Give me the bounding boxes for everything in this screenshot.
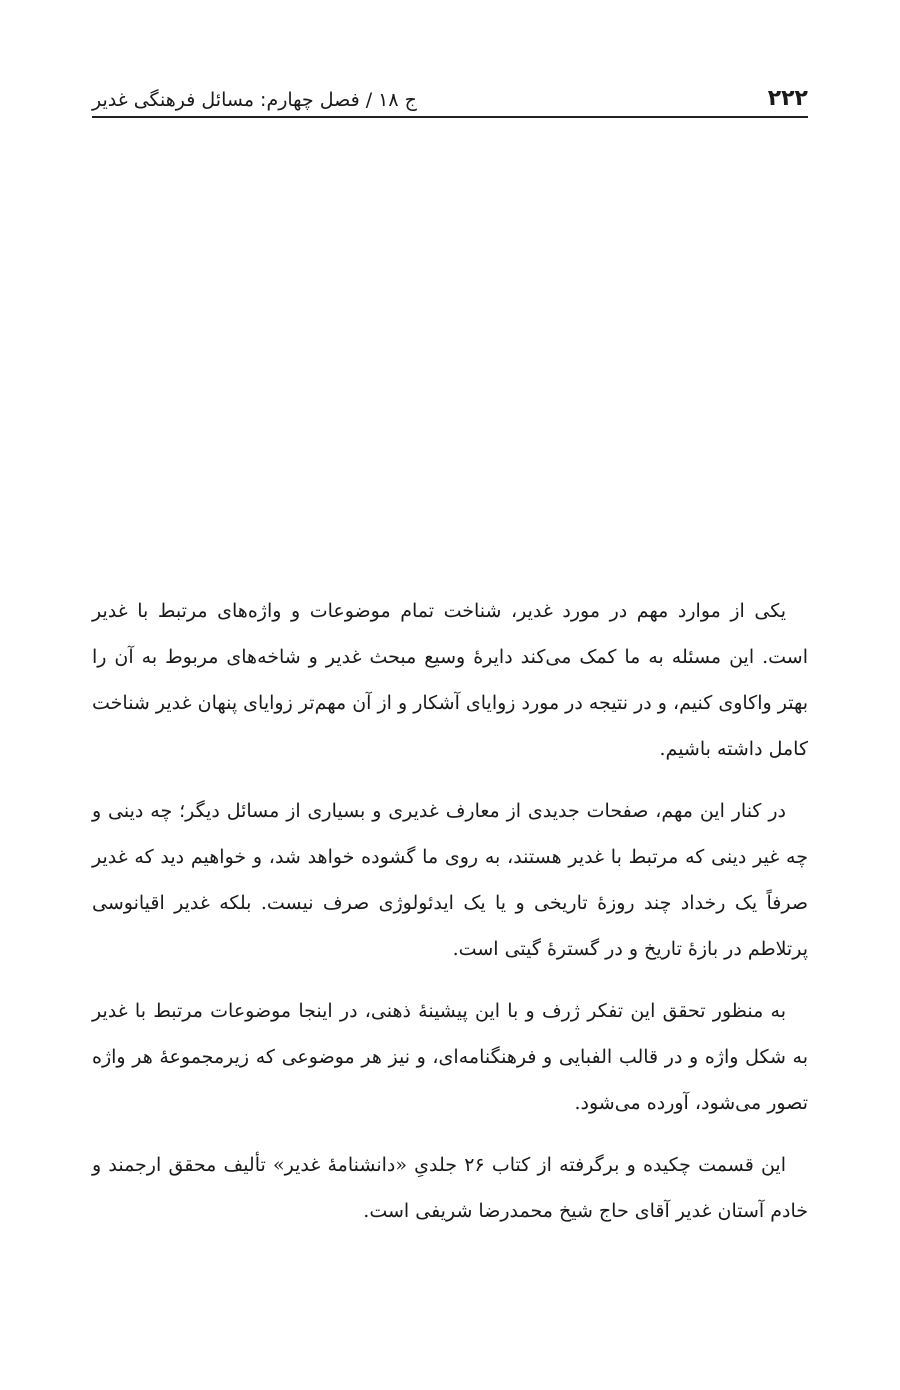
paragraph: در کنار این مهم، صفحات جدیدی از معارف غدیری و بسیاری از مسائل دیگر؛ چه دینی و چه غیر دینی که مرتبط با غدیر هستند، به روی ما گشوده خواهد شد، و خواهیم دید که غدیر صرفاً یک رخداد چند روزهٔ تاریخی و یا یک ایدئولوژی صرف نیست. بلکه غدیر اقیانوسی پرتلاطم در بازهٔ تاریخ و در گسترهٔ گیتی است. xyxy=(92,800,808,960)
page-header xyxy=(92,70,808,118)
paragraph: این قسمت چکیده و برگرفته از کتاب ۲۶ جلدیِ «دانشنامهٔ غدیر» تألیف محقق ارجمند و خادم آستان غدیر آقای حاج شیخ محمدرضا شریفی است. xyxy=(92,1154,808,1222)
page-number: ۲۲۲ xyxy=(767,86,808,111)
paragraph: به منظور تحقق این تفکر ژرف و با این پیشینهٔ ذهنی، در اینجا موضوعات مرتبط با غدیر به شکل واژه و در قالب الفبایی و فرهنگنامه‌ای، و نیز هر موضوعی که زیرمجموعهٔ هر واژه تصور می‌شود، آورده می‌شود. xyxy=(92,1000,808,1114)
running-title: ج ۱۸ / فصل چهارم: مسائل فرهنگی غدیر xyxy=(92,89,417,111)
body-text xyxy=(92,588,808,1250)
paragraph: یکی از موارد مهم در مورد غدیر، شناخت تمام موضوعات و واژه‌های مرتبط با غدیر است. این مسئله به ما کمک می‌کند دایرهٔ وسیع مبحث غدیر و شاخه‌های مربوط به آن را بهتر واکاوی کنیم، و در نتیجه در مورد زوایای آشکار و از آن مهم‌تر زوایای پنهان غدیر شناخت کامل داشته باشیم. xyxy=(92,600,808,760)
